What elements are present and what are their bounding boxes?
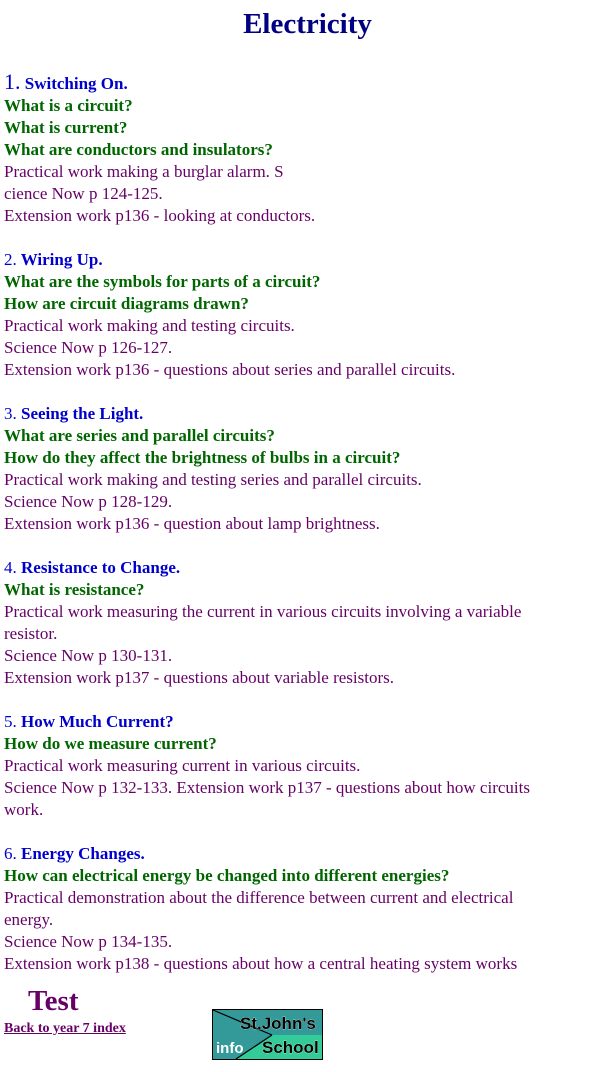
- section-3: [4, 403, 604, 535]
- section-body-line: energy.: [4, 910, 54, 929]
- section-4: [4, 557, 604, 689]
- section-heading: [4, 711, 604, 733]
- section-body-line: Science Now p 130-131.: [4, 646, 173, 665]
- section-number: 4.: [4, 558, 17, 577]
- section-title: How Much Current?: [16, 712, 174, 731]
- section-heading: [4, 249, 604, 271]
- section-5: [4, 711, 604, 821]
- section-body-line: Extension work p137 - questions about variable resistors.: [4, 668, 394, 687]
- section-title: Seeing the Light.: [16, 404, 144, 423]
- section-title: Energy Changes.: [16, 844, 145, 863]
- section-body-line: Science Now p 134-135.: [4, 932, 173, 951]
- section-body-line: Science Now p 132-133. Extension work p137 - questions about how circuits: [4, 778, 530, 797]
- section-number: 2.: [4, 250, 17, 269]
- section-body-line: Extension work p136 - looking at conductors.: [4, 206, 316, 225]
- section-body-line: Practical work measuring current in various circuits.: [4, 756, 361, 775]
- section-body-line: Extension work p136 - questions about series and parallel circuits.: [4, 360, 456, 379]
- section-body-line: Practical work making and testing series and parallel circuits.: [4, 470, 422, 489]
- section-question: What are series and parallel circuits?: [4, 426, 275, 445]
- section-body-line: Practical work measuring the current in various circuits involving a variable: [4, 602, 522, 621]
- section-question: How do they affect the brightness of bulbs in a circuit?: [4, 448, 401, 467]
- logo-tag: info: [216, 1040, 244, 1057]
- section-body-line: Practical demonstration about the difference between current and electrical: [4, 888, 514, 907]
- section-body-line: Extension work p136 - question about lamp brightness.: [4, 514, 380, 533]
- section-body-line: cience Now p 124-125.: [4, 184, 163, 203]
- school-logo[interactable]: [212, 1009, 323, 1060]
- section-title: Resistance to Change.: [16, 558, 181, 577]
- section-body-line: Science Now p 128-129.: [4, 492, 173, 511]
- test-heading: Test: [28, 985, 79, 1017]
- section-question: What are conductors and insulators?: [4, 140, 273, 159]
- section-question: How are circuit diagrams drawn?: [4, 294, 249, 313]
- logo-line2: School: [262, 1038, 319, 1057]
- section-number: 5.: [4, 712, 17, 731]
- section-question: What is resistance?: [4, 580, 145, 599]
- section-question: What is current?: [4, 118, 128, 137]
- section-title: Switching On.: [20, 74, 128, 93]
- section-question: What are the symbols for parts of a circuit?: [4, 272, 321, 291]
- section-title: Wiring Up.: [16, 250, 103, 269]
- section-heading: [4, 843, 604, 865]
- section-body-line: Extension work p138 - questions about how a central heating system works: [4, 954, 518, 973]
- section-body-line: work.: [4, 800, 44, 819]
- section-body-line: Science Now p 126-127.: [4, 338, 173, 357]
- section-question: How do we measure current?: [4, 734, 217, 753]
- page-title: Electricity: [243, 8, 372, 40]
- section-heading: [4, 71, 604, 95]
- section-heading: [4, 557, 604, 579]
- section-6: [4, 843, 604, 975]
- logo-line1: St.John's: [240, 1014, 316, 1033]
- section-1: [4, 71, 604, 227]
- section-question: How can electrical energy be changed into different energies?: [4, 866, 450, 885]
- section-number: 6.: [4, 844, 17, 863]
- content-list: [4, 71, 604, 997]
- section-body-line: Practical work making and testing circuits.: [4, 316, 295, 335]
- section-2: [4, 249, 604, 381]
- section-heading: [4, 403, 604, 425]
- section-number: 3.: [4, 404, 17, 423]
- section-question: What is a circuit?: [4, 96, 133, 115]
- back-to-index-link[interactable]: Back to year 7 index: [4, 1021, 126, 1036]
- section-number: 1.: [4, 69, 21, 94]
- section-body-line: Practical work making a burglar alarm. S: [4, 162, 284, 181]
- section-body-line: resistor.: [4, 624, 58, 643]
